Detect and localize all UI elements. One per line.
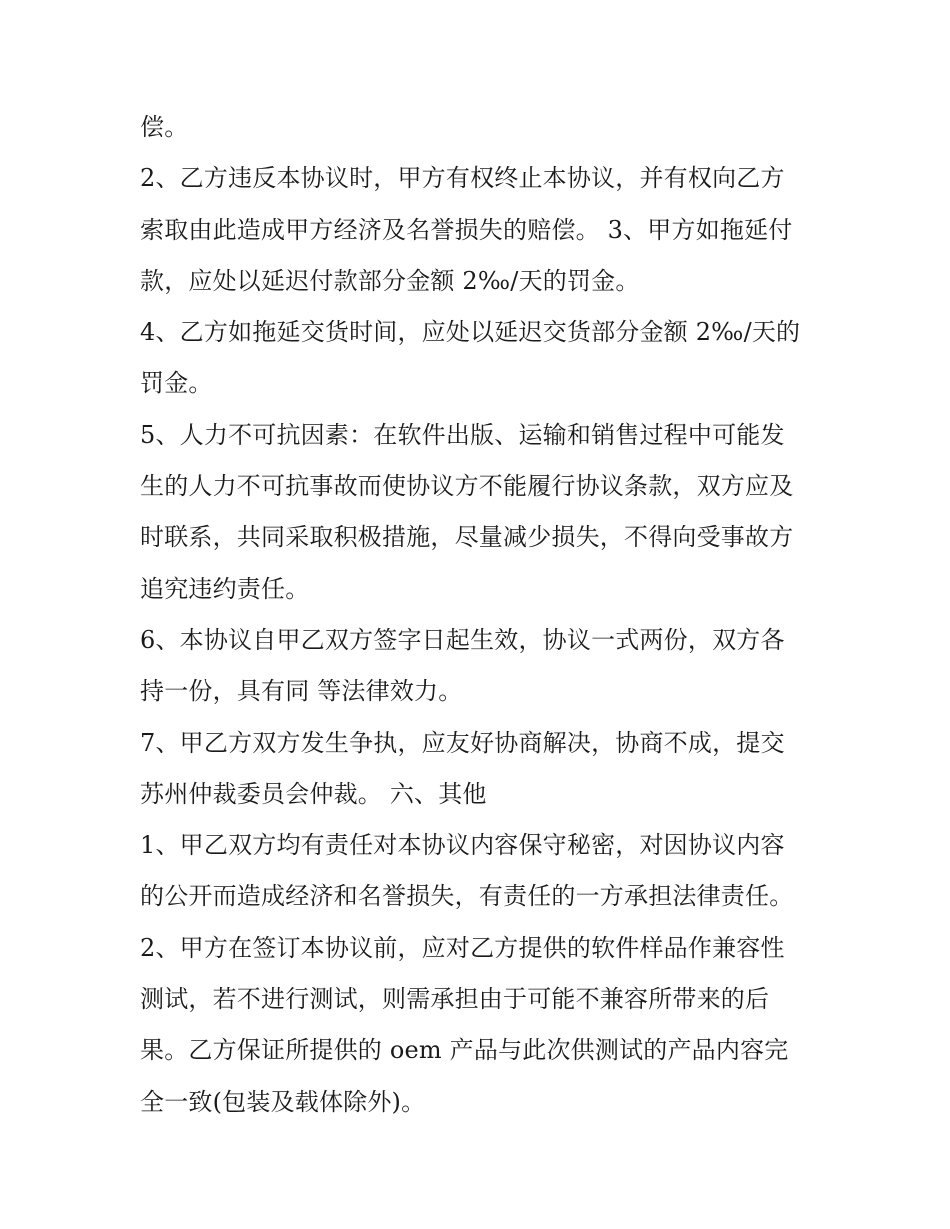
text-line: 款，应处以延迟付款部分金额 2‰/天的罚金。 xyxy=(140,266,640,295)
text-line: 7、甲乙方双方发生争执，应友好协商解决，协商不成，提交 xyxy=(140,728,785,757)
text-line: 偿。 xyxy=(140,113,189,141)
text-line: 罚金。 xyxy=(140,369,213,398)
text-line: 索取由此造成甲方经济及名誉损失的赔偿。 3、甲方如拖延付 xyxy=(140,215,793,244)
contract-text-body xyxy=(140,102,820,1128)
text-line: 测试，若不进行测试，则需承担由于可能不兼容所带来的后 xyxy=(140,985,770,1014)
text-line: 的公开而造成经济和名誉损失，有责任的一方承担法律责任。 xyxy=(140,882,794,911)
text-line: 追究违约责任。 xyxy=(140,574,310,603)
text-line: 持一份，具有同 等法律效力。 xyxy=(140,677,463,706)
text-line: 5、人力不可抗因素：在软件出版、运输和销售过程中可能发 xyxy=(140,420,785,449)
text-line: 苏州仲裁委员会仲裁。 六、其他 xyxy=(140,779,487,808)
text-line: 果。乙方保证所提供的 oem 产品与此次供测试的产品内容完 xyxy=(140,1036,789,1065)
text-line: 2、甲方在签订本协议前，应对乙方提供的软件样品作兼容性 xyxy=(140,933,785,962)
text-line: 6、本协议自甲乙双方签字日起生效，协议一式两份，双方各 xyxy=(140,625,785,654)
text-line: 2、乙方违反本协议时，甲方有权终止本协议，并有权向乙方 xyxy=(140,164,785,193)
text-line: 1、甲乙双方均有责任对本协议内容保守秘密，对因协议内容 xyxy=(140,831,785,860)
text-line: 4、乙方如拖延交货时间，应处以延迟交货部分金额 2‰/天的 xyxy=(140,318,801,347)
text-line: 生的人力不可抗事故而使协议方不能履行协议条款，双方应及 xyxy=(140,472,794,501)
text-line: 时联系，共同采取积极措施，尽量减少损失，不得向受事故方 xyxy=(140,523,794,552)
text-line: 全一致(包装及载体除外)。 xyxy=(140,1087,426,1116)
